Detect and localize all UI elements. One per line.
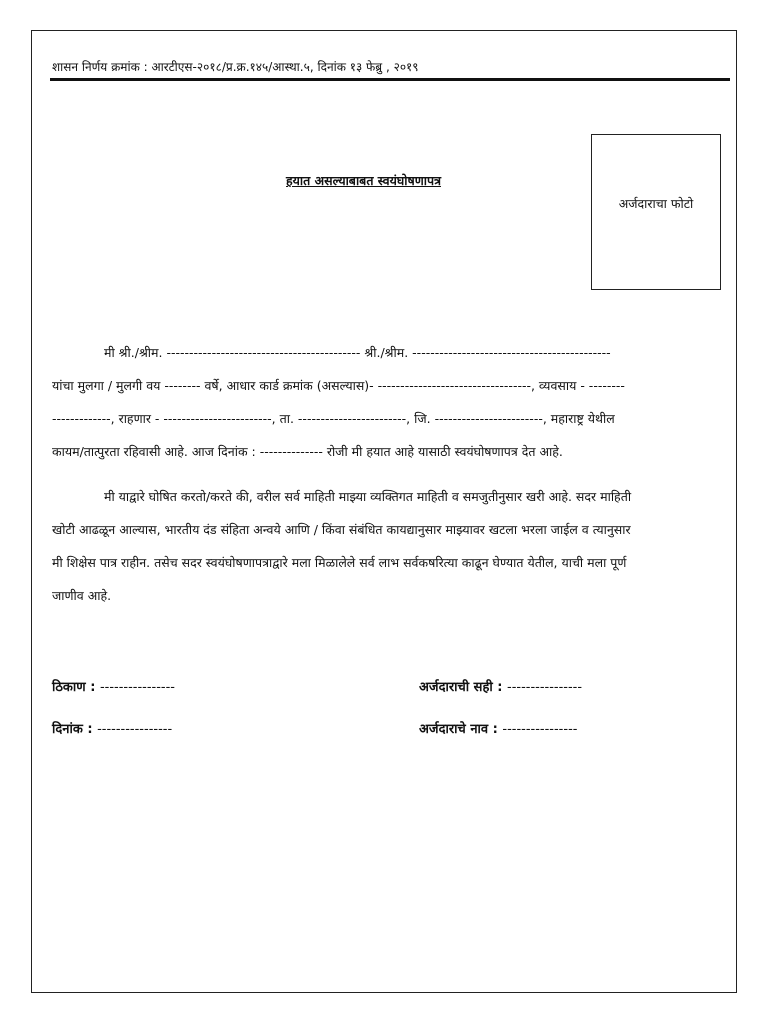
photo-box xyxy=(591,134,721,290)
applicant-name-field xyxy=(419,719,577,737)
applicant-signature-blank: ---------------- xyxy=(507,680,583,695)
place-blank: ---------------- xyxy=(99,680,175,695)
affirmation-line-3: मी शिक्षेस पात्र राहीन. तसेच सदर स्वयंघोषणापत्राद्वारे मला मिळालेले सर्व लाभ सर्वकषरित्या काढून घेण्यात येतील, याची मला पूर्ण xyxy=(52,555,627,570)
photo-label: अर्जदाराचा फोटो xyxy=(618,196,694,211)
date-label: दिनांक : xyxy=(52,722,93,737)
declaration-line-3: -------------, राहणार - ------------------------, ता. ------------------------, जि. ------------------------, महाराष्ट्र येथील xyxy=(52,411,615,426)
declaration-line-1: मी श्री./श्रीम. ------------------------------------------- श्री./श्रीम. -------------------------------------------- xyxy=(104,345,611,360)
affirmation-line-2: खोटी आढळून आल्यास, भारतीय दंड संहिता अन्वये आणि / किंवा संबंधित कायद्यानुसार माझ्यावर खटला भरला जाईल व त्यानुसार xyxy=(52,522,631,537)
declaration-line-2: यांचा मुलगा / मुलगी वय -------- वर्षे, आधार कार्ड क्रमांक (असल्यास)- ----------------------------------, व्यवसाय - -------- xyxy=(52,378,625,393)
government-resolution-reference: शासन निर्णय क्रमांक : आरटीएस-२०१८/प्र.क्र.१४५/आस्था.५, दिनांक १३ फेब्रु , २०१९ xyxy=(52,60,419,74)
applicant-signature-label: अर्जदाराची सही : xyxy=(419,680,503,695)
affirmation-line-4: जाणीव आहे. xyxy=(52,588,112,603)
date-field xyxy=(52,719,172,737)
applicant-name-label: अर्जदाराचे नाव : xyxy=(419,722,498,737)
applicant-signature-field xyxy=(419,677,582,695)
place-field xyxy=(52,677,175,695)
header-rule xyxy=(50,78,730,81)
applicant-name-blank: ---------------- xyxy=(502,722,578,737)
date-blank: ---------------- xyxy=(97,722,173,737)
place-label: ठिकाण : xyxy=(52,680,96,695)
affirmation-line-1: मी याद्वारे घोषित करतो/करते की, वरील सर्व माहिती माझ्या व्यक्तिगत माहिती व समजुतीनुसार खरी आहे. सदर माहिती xyxy=(104,489,632,504)
declaration-line-4: कायम/तात्पुरता रहिवासी आहे. आज दिनांक : -------------- रोजी मी हयात आहे यासाठी स्वयंघोषणापत्र देत आहे. xyxy=(52,444,563,459)
document-title: हयात असल्याबाबत स्वयंघोषणापत्र xyxy=(286,173,441,188)
